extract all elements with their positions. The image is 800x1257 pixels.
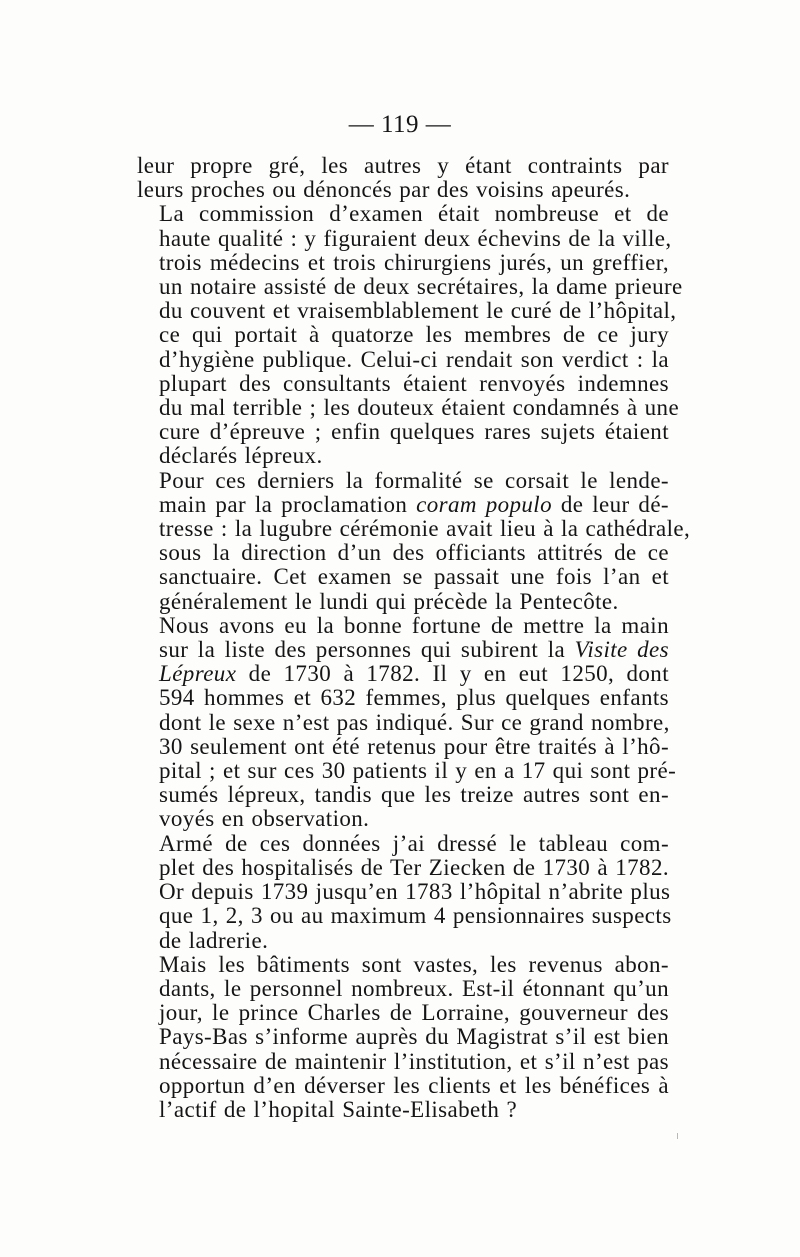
- paragraph-2: [137, 201, 683, 469]
- text-line: nécessaire de maintenir l’institution, et s’il n’est pas: [159, 1048, 669, 1074]
- text-line: du mal terrible ; les douteux étaient condamnés à une: [159, 395, 680, 421]
- text-line: tresse : la lugubre cérémonie avait lieu à la cathédrale,: [159, 516, 691, 542]
- text-line: haute qualité : y figuraient deux échevins de la ville,: [159, 225, 672, 251]
- body-text: [137, 153, 691, 1122]
- text-line: généralement le lundi qui précède la Pentecôte.: [159, 588, 619, 614]
- text-line: Pays-Bas s’informe auprès du Magistrat s’il est bien: [159, 1024, 669, 1050]
- text-line: jour, le prince Charles de Lorraine, gouverneur des: [159, 1000, 669, 1026]
- text-line: voyés en observation.: [159, 806, 370, 832]
- text-line: leurs proches ou dénoncés par des voisins apeurés.: [137, 177, 631, 203]
- italic-text: coram populo: [416, 491, 553, 517]
- text-line: que 1, 2, 3 ou au maximum 4 pensionnaires suspects: [159, 903, 672, 929]
- text-line: Mais les bâtiments sont vastes, les revenus abon-: [159, 951, 669, 977]
- paragraph-6: [137, 953, 669, 1122]
- text-line: 30 seulement ont été retenus pour être traités à l’hô-: [159, 733, 669, 759]
- paragraph-5: [137, 830, 672, 953]
- text-line: main par la proclamation coram populo de leur dé-: [159, 491, 669, 517]
- text-line: sanctuaire. Cet examen se passait une fois l’an et: [159, 564, 669, 590]
- text-line: Or depuis 1739 jusqu’en 1783 l’hôpital n’abrite plus: [159, 879, 671, 905]
- text-line: Nous avons eu la bonne fortune de mettre la main: [159, 612, 669, 638]
- italic-text: Visite des: [574, 637, 669, 663]
- text-line: plet des hospitalisés de Ter Ziecken de 1730 à 1782.: [159, 854, 669, 880]
- print-mark: [677, 1133, 678, 1139]
- text-line: un notaire assisté de deux secrétaires, la dame prieure: [159, 274, 683, 300]
- paragraph-1: [137, 154, 669, 202]
- text-line: leur propre gré, les autres y étant contraints par: [137, 153, 669, 178]
- text-line: plupart des consultants étaient renvoyés indemnes: [159, 370, 669, 396]
- italic-text: Lépreux: [159, 661, 237, 687]
- text-line: sur la liste des personnes qui subirent la Visite des: [159, 637, 669, 663]
- text-line: l’actif de l’hopital Sainte-Elisabeth ?: [159, 1096, 518, 1122]
- text-line: opportun d’en déverser les clients et les bénéfices à: [159, 1072, 669, 1098]
- text-line: La commission d’examen était nombreuse et de: [159, 201, 669, 227]
- text-line: Pour ces derniers la formalité se corsait le lende-: [159, 467, 669, 493]
- text-line: d’hygiène publique. Celui-ci rendait son verdict : la: [159, 346, 669, 372]
- text-line: trois médecins et trois chirurgiens jurés, un greffier,: [159, 249, 669, 275]
- text-line: dants, le personnel nombreux. Est-il étonnant qu’un: [159, 975, 669, 1001]
- text-line: du couvent et vraisemblablement le curé de l’hôpital,: [159, 298, 677, 324]
- text-line: Lépreux de 1730 à 1782. Il y en eut 1250, dont: [159, 661, 669, 687]
- text-line: sous la direction d’un des officiants attitrés de ce: [159, 540, 669, 566]
- text-line: de ladrerie.: [159, 927, 269, 953]
- text-line: 594 hommes et 632 femmes, plus quelques enfants: [159, 685, 669, 711]
- text-line: pital ; et sur ces 30 patients il y en a 17 qui sont pré-: [159, 758, 677, 784]
- page-number: — 119 —: [348, 111, 452, 138]
- text-line: ce qui portait à quatorze les membres de ce jury: [159, 322, 669, 348]
- text-line: dont le sexe n’est pas indiqué. Sur ce grand nombre,: [159, 709, 670, 735]
- text-line: Armé de ces données j’ai dressé le tableau com-: [159, 830, 669, 856]
- paragraph-4: [137, 612, 677, 832]
- text-line: cure d’épreuve ; enfin quelques rares sujets étaient: [159, 419, 669, 445]
- paragraph-3: [137, 467, 691, 614]
- text-line: sumés lépreux, tandis que les treize autres sont en-: [159, 782, 669, 808]
- text-line: déclarés lépreux.: [159, 443, 323, 469]
